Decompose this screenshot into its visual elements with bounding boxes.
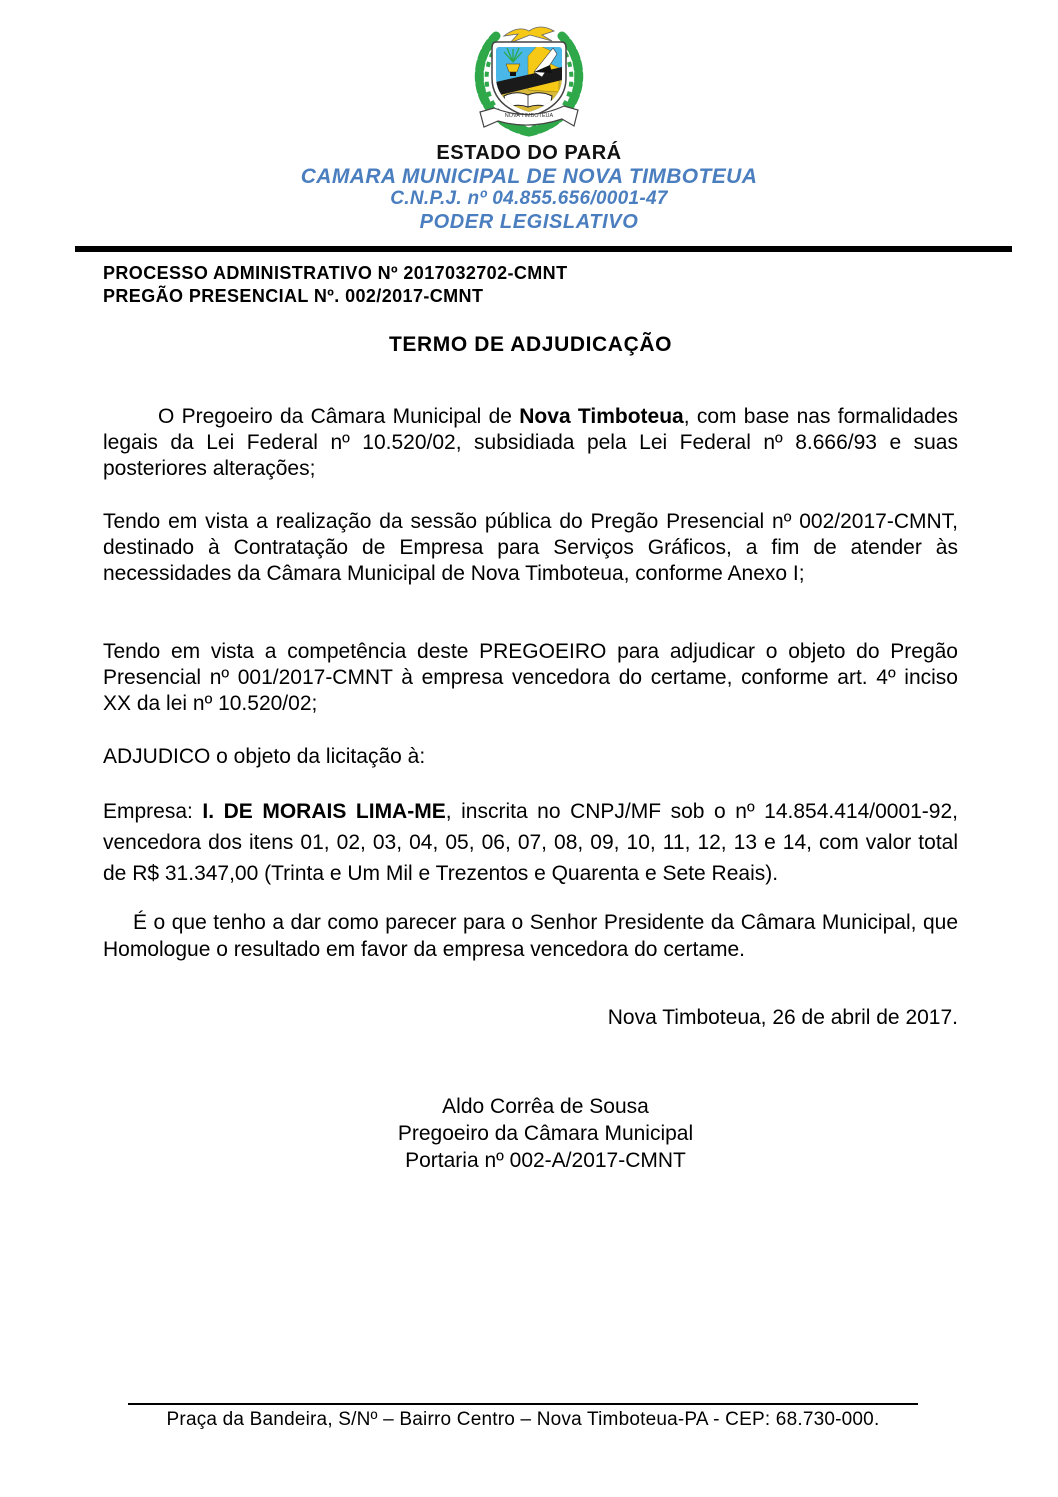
bird-icon <box>504 27 554 43</box>
municipality-name-bold: Nova Timboteua <box>519 405 684 428</box>
document-title: TERMO DE ADJUDICAÇÃO <box>388 333 673 356</box>
footer-address: Praça da Bandeira, S/Nº – Bairro Centro – Nova Timboteua-PA - CEP: 68.730-000. <box>166 1409 880 1430</box>
company-details: , inscrita no CNPJ/MF sob o nº 14.854.414/0001-92, vencedora dos itens 01, 02, 03, 04, 05, 06, 07, 08, 09, 10, 11, 12, 13 e 14, com valor total de R$ 31.347,00 (Trinta e Um Mil e Trezentos e Quarenta e Sete Reais). <box>103 800 958 885</box>
auction-number: PREGÃO PRESENCIAL Nº. 002/2017-CMNT <box>103 286 484 306</box>
header-state: ESTADO DO PARÁ <box>436 142 622 164</box>
paragraph-company <box>103 796 958 889</box>
company-label: Empresa: <box>103 800 203 823</box>
coat-of-arms <box>454 20 604 145</box>
signer-name: Aldo Corrêa de Sousa <box>442 1095 649 1118</box>
shield-icon <box>492 42 566 117</box>
paragraph-closing: É o que tenho a dar como parecer para o Senhor Presidente da Câmara Municipal, que Homologue o resultado em favor da empresa vencedora do certame. <box>103 911 958 961</box>
paragraph-intro-rest: , com base nas formalidades legais da Lei Federal nº 10.520/02, subsidiada pela Lei Federal nº 8.666/93 e suas posteriores alterações; <box>103 405 959 480</box>
process-block <box>103 262 567 308</box>
signer-role: Pregoeiro da Câmara Municipal <box>397 1122 694 1145</box>
paragraph-intro <box>103 404 958 482</box>
footer-divider <box>128 1403 918 1405</box>
signature-block <box>118 1093 973 1174</box>
coat-of-arms-graphic <box>454 20 604 140</box>
header-branch: PODER LEGISLATIVO <box>419 211 639 233</box>
header-divider <box>75 246 1012 252</box>
paragraph-competence: Tendo em vista a competência deste PREGOEIRO para adjudicar o objeto do Pregão Presencial nº 001/2017-CMNT à empresa vencedora do certame, conforme art. 4º inciso XX da lei nº 10.520/02; <box>103 640 958 715</box>
signer-ordinance: Portaria nº 002-A/2017-CMNT <box>405 1149 686 1172</box>
header-org-name: CAMARA MUNICIPAL DE NOVA TIMBOTEUA <box>300 165 758 188</box>
paragraph-intro-text: O Pregoeiro da Câmara Municipal de <box>158 405 520 428</box>
header-cnpj: C.N.P.J. nº 04.855.656/0001-47 <box>390 188 668 209</box>
company-name-bold: I. DE MORAIS LIMA-ME <box>202 800 446 823</box>
banner-text: NOVA TIMBOTEUA <box>504 113 554 119</box>
process-number: PROCESSO ADMINISTRATIVO Nº 2017032702-CMNT <box>103 263 568 283</box>
date-line: Nova Timboteua, 26 de abril de 2017. <box>607 1006 958 1029</box>
paragraph-adjudico: ADJUDICO o objeto da licitação à: <box>103 745 426 768</box>
paragraph-session: Tendo em vista a realização da sessão pública do Pregão Presencial nº 002/2017-CMNT, destinado à Contratação de Empresa para Serviços Gráficos, a fim de atender às necessidades da Câmara Municipal de Nova Timboteua, conforme Anexo I; <box>103 510 958 585</box>
